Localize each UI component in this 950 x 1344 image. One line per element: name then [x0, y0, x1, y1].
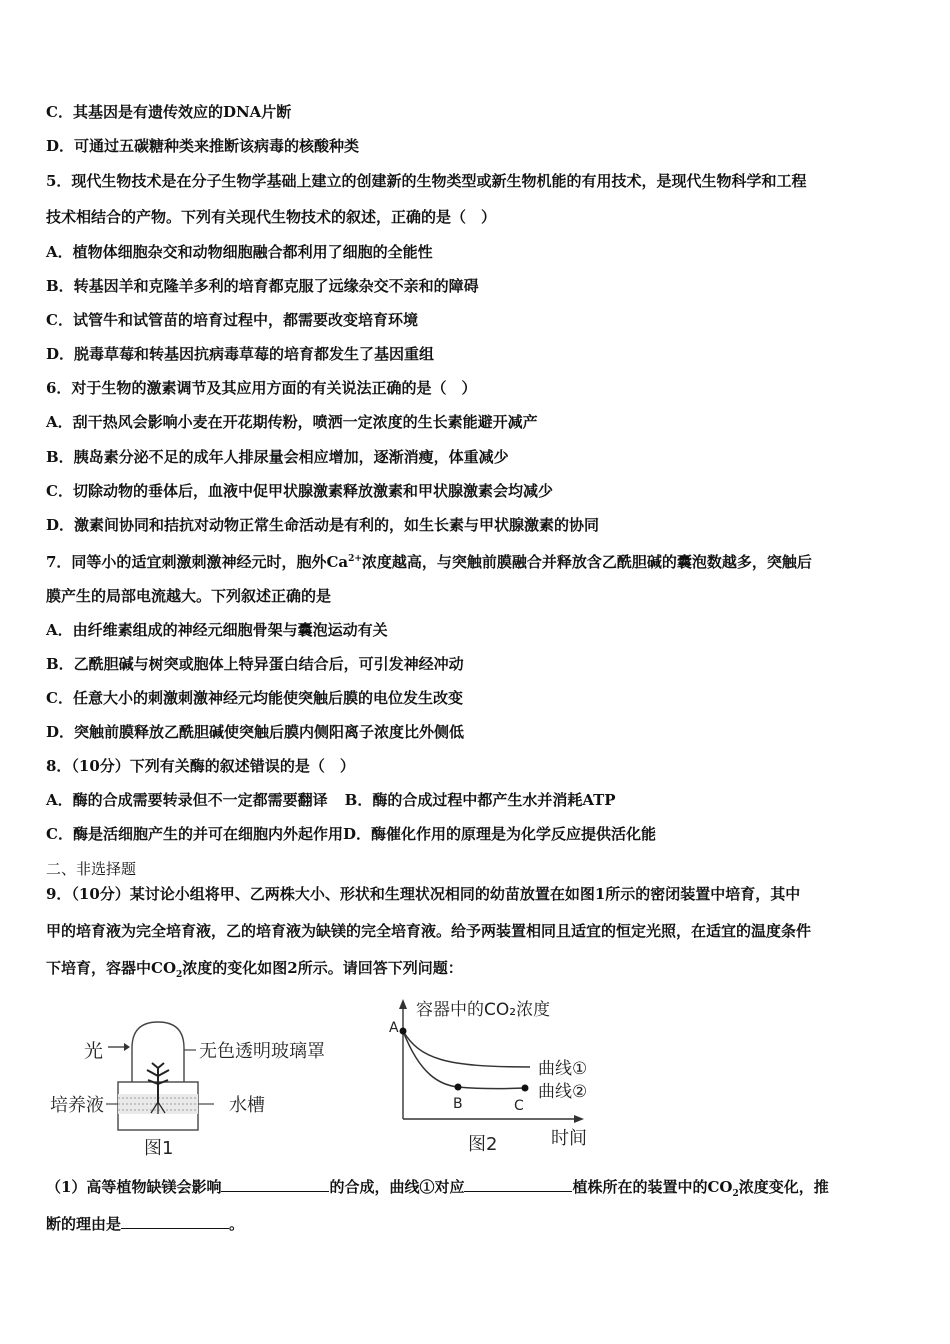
q5-option-c: C．试管牛和试管苗的培育过程中，都需要改变培育环境: [46, 311, 418, 329]
q8-option-d: D．酶催化作用的原理是为化学反应提供活化能: [342, 825, 656, 843]
q9-stem-line1: 9．（10分）某讨论小组将甲、乙两株大小、形状和生理状况相同的幼苗放置在如图1所示的密闭装置中培育，其中: [46, 885, 801, 903]
q7-option-a: A．由纤维素组成的神经元细胞骨架与囊泡运动有关: [46, 621, 388, 639]
fig2-curve-2-label: 曲线②: [538, 1082, 588, 1102]
answer-blank-3[interactable]: [121, 1214, 229, 1229]
fig1-caption: 图1: [144, 1138, 174, 1159]
q8-options-cd: [46, 824, 656, 844]
figure-1-apparatus: [44, 1010, 364, 1165]
q7-stem-pre: 7．同等小的适宜刺激刺激神经元时，胞外Ca: [46, 553, 349, 571]
q6-option-b: B．胰岛素分泌不足的成年人排尿量会相应增加，逐渐消瘦，体重减少: [46, 448, 509, 466]
fig2-y-label: 容器中的CO₂浓度: [416, 1000, 551, 1020]
q4-option-d: D．可通过五碳糖种类来推断该病毒的核酸种类: [46, 137, 360, 155]
fig2-caption: 图2: [468, 1134, 498, 1155]
q5-option-b: B．转基因羊和克隆羊多利的培育都克服了远缘杂交不亲和的障碍: [46, 277, 479, 295]
section-heading: 二、非选择题: [46, 860, 137, 878]
q7-option-b: B．乙酰胆碱与树突或胞体上特异蛋白结合后，可引发神经冲动: [46, 655, 464, 673]
fig2-curve-2: [403, 1031, 525, 1089]
q6-option-a: A．刮干热风会影响小麦在开花期传粉，喷洒一定浓度的生长素能避开减产: [46, 413, 538, 431]
fig2-point-a: [400, 1028, 407, 1035]
q7-stem-post: 浓度越高，与突触前膜融合并释放含乙酰胆碱的囊泡数越多，突触后: [361, 553, 812, 571]
fig2-x-arrowhead: [574, 1115, 584, 1123]
fig2-point-a-label: A: [389, 1020, 399, 1036]
fig2-y-arrowhead: [399, 999, 407, 1009]
q9-sub1-c: 植株所在的装置中的CO: [572, 1178, 733, 1196]
answer-blank-1[interactable]: [221, 1177, 329, 1192]
q9-sub1-d: 浓度变化，推: [738, 1178, 829, 1196]
fig2-point-c-label: C: [514, 1098, 524, 1114]
fig1-medium-label: 培养液: [50, 1095, 104, 1116]
answer-blank-2[interactable]: [464, 1177, 572, 1192]
fig2-curve-1-label: 曲线①: [538, 1059, 588, 1079]
q9-sub1-end: 。: [229, 1215, 245, 1233]
q7-stem-line1: [46, 549, 812, 572]
q8-option-a: A．酶的合成需要转录但不一定都需要翻译: [46, 791, 328, 809]
q6-stem: 6．对于生物的激素调节及其应用方面的有关说法正确的是（ ）: [46, 379, 477, 397]
q6-option-c: C．切除动物的垂体后，血液中促甲状腺激素释放激素和甲状腺激素会均减少: [46, 482, 553, 500]
q9-sub1-line1: [46, 1177, 829, 1204]
q8-option-b: B．酶的合成过程中都产生水并消耗ATP: [344, 791, 616, 809]
q7-option-d: D．突触前膜释放乙酰胆碱使突触后膜内侧阳离子浓度比外侧低: [46, 723, 465, 741]
fig1-light-arrowhead: [124, 1043, 130, 1051]
q8-options-ab: [46, 790, 616, 810]
q9-sub1-e: 断的理由是: [46, 1215, 122, 1233]
q9-sub1-sub: 2: [732, 1189, 739, 1199]
q7-option-c: C．任意大小的刺激刺激神经元均能使突触后膜的电位发生改变: [46, 689, 463, 707]
q5-stem-line2: 技术相结合的产物。下列有关现代生物技术的叙述，正确的是（ ）: [46, 208, 497, 226]
q9-stem3-pre: 下培育，容器中CO: [46, 959, 177, 977]
fig1-tank-label: 水槽: [229, 1095, 265, 1116]
fig2-point-c: [522, 1085, 529, 1092]
q9-stem-line3: [46, 958, 463, 985]
fig1-light-label: 光: [84, 1040, 104, 1062]
figure-2-co2-graph: [380, 995, 620, 1155]
q7-stem-line2: 膜产生的局部电流越大。下列叙述正确的是: [46, 587, 332, 605]
q5-option-a: A．植物体细胞杂交和动物细胞融合都利用了细胞的全能性: [46, 243, 433, 261]
q9-sub1-a: （1）高等植物缺镁会影响: [46, 1178, 222, 1196]
q9-sub1-line2: [46, 1214, 244, 1234]
q6-option-d: D．激素间协同和拮抗对动物正常生命活动是有利的，如生长素与甲状腺激素的协同: [46, 516, 600, 534]
fig2-x-label: 时间: [551, 1128, 587, 1149]
fig2-curve-1: [403, 1031, 530, 1067]
fig1-cover-label: 无色透明玻璃罩: [199, 1041, 325, 1062]
q7-stem-sup: 2+: [348, 554, 362, 564]
q5-stem-line1: 5．现代生物技术是在分子生物学基础上建立的创建新的生物类型或新生物机能的有用技术，是现代生物科学和工程: [46, 172, 807, 190]
q5-option-d: D．脱毒草莓和转基因抗病毒草莓的培育都发生了基因重组: [46, 345, 435, 363]
q8-stem: 8．（10分）下列有关酶的叙述错误的是（ ）: [46, 757, 355, 775]
q9-stem3-post: 浓度的变化如图2所示。请回答下列问题：: [182, 959, 463, 977]
q8-option-c: C．酶是活细胞产生的并可在细胞内外起作用: [46, 825, 343, 843]
fig2-point-b-label: B: [453, 1096, 463, 1112]
q9-stem-line2: 甲的培育液为完全培育液，乙的培育液为缺镁的完全培育液。给予两装置相同且适宜的恒定光照，在适宜的温度条件: [46, 922, 812, 940]
q9-stem3-sub: 2: [176, 970, 183, 980]
q4-option-c: C．其基因是有遗传效应的DNA片断: [46, 103, 292, 121]
q9-sub1-b: 的合成，曲线①对应: [329, 1178, 465, 1196]
fig2-point-b: [455, 1084, 462, 1091]
